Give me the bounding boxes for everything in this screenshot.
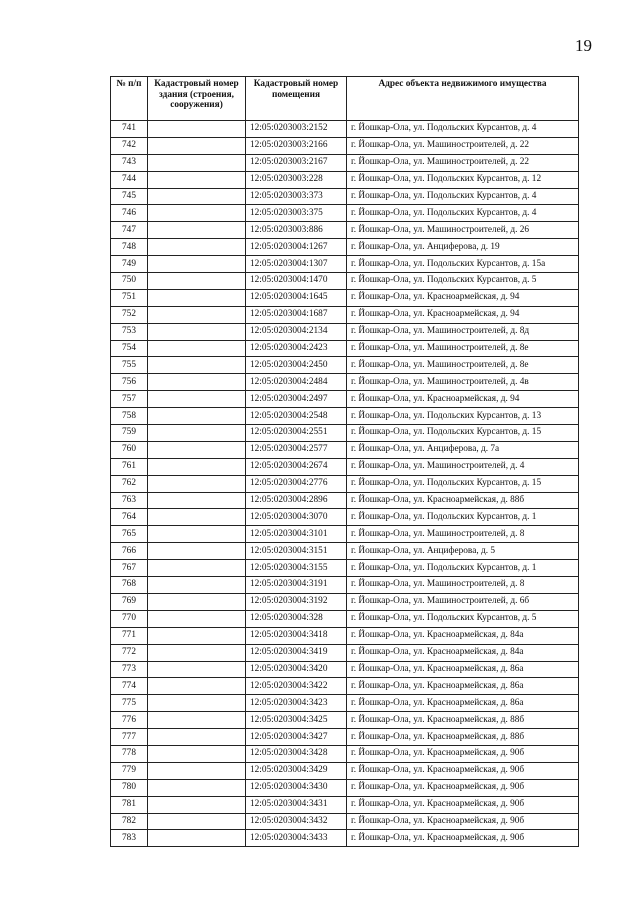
building-cadastral-cell [148, 458, 246, 475]
room-cadastral-cell: 12:05:0203004:3423 [246, 695, 347, 712]
address-cell: г. Йошкар-Ола, ул. Красноармейская, д. 84а [347, 644, 579, 661]
table-row [111, 137, 579, 154]
room-cadastral-cell: 12:05:0203004:1307 [246, 256, 347, 273]
table-row [111, 374, 579, 391]
address-cell: г. Йошкар-Ола, ул. Красноармейская, д. 90б [347, 796, 579, 813]
room-cadastral-cell: 12:05:0203004:3429 [246, 762, 347, 779]
row-number-cell: 770 [111, 610, 148, 627]
row-number-cell: 744 [111, 171, 148, 188]
table-row [111, 813, 579, 830]
header-address: Адрес объекта недвижимого имущества [347, 77, 579, 121]
table-row [111, 678, 579, 695]
building-cadastral-cell [148, 543, 246, 560]
table-header [111, 77, 579, 121]
table-row [111, 357, 579, 374]
room-cadastral-cell: 12:05:0203004:3070 [246, 509, 347, 526]
building-cadastral-cell [148, 154, 246, 171]
table-row [111, 239, 579, 256]
room-cadastral-cell: 12:05:0203004:2577 [246, 441, 347, 458]
room-cadastral-cell: 12:05:0203004:3428 [246, 745, 347, 762]
room-cadastral-cell: 12:05:0203004:2896 [246, 492, 347, 509]
room-cadastral-cell: 12:05:0203004:3419 [246, 644, 347, 661]
building-cadastral-cell [148, 779, 246, 796]
building-cadastral-cell [148, 661, 246, 678]
building-cadastral-cell [148, 391, 246, 408]
building-cadastral-cell [148, 171, 246, 188]
address-cell: г. Йошкар-Ола, ул. Подольских Курсантов, д. 4 [347, 205, 579, 222]
table-row [111, 154, 579, 171]
row-number-cell: 765 [111, 526, 148, 543]
room-cadastral-cell: 12:05:0203004:1687 [246, 306, 347, 323]
row-number-cell: 757 [111, 391, 148, 408]
building-cadastral-cell [148, 273, 246, 290]
table-row [111, 205, 579, 222]
row-number-cell: 753 [111, 323, 148, 340]
row-number-cell: 763 [111, 492, 148, 509]
room-cadastral-cell: 12:05:0203004:1645 [246, 289, 347, 306]
building-cadastral-cell [148, 830, 246, 847]
address-cell: г. Йошкар-Ола, ул. Красноармейская, д. 90б [347, 813, 579, 830]
row-number-cell: 751 [111, 289, 148, 306]
row-number-cell: 756 [111, 374, 148, 391]
address-cell: г. Йошкар-Ола, ул. Красноармейская, д. 94 [347, 289, 579, 306]
building-cadastral-cell [148, 323, 246, 340]
room-cadastral-cell: 12:05:0203004:2497 [246, 391, 347, 408]
address-cell: г. Йошкар-Ола, ул. Красноармейская, д. 90б [347, 745, 579, 762]
building-cadastral-cell [148, 593, 246, 610]
row-number-cell: 755 [111, 357, 148, 374]
address-cell: г. Йошкар-Ола, ул. Подольских Курсантов, д. 15 [347, 425, 579, 442]
address-cell: г. Йошкар-Ола, ул. Машиностроителей, д. 22 [347, 154, 579, 171]
table-row [111, 475, 579, 492]
row-number-cell: 752 [111, 306, 148, 323]
table-row [111, 526, 579, 543]
building-cadastral-cell [148, 678, 246, 695]
table-row [111, 779, 579, 796]
building-cadastral-cell [148, 813, 246, 830]
row-number-cell: 761 [111, 458, 148, 475]
building-cadastral-cell [148, 374, 246, 391]
room-cadastral-cell: 12:05:0203004:3192 [246, 593, 347, 610]
room-cadastral-cell: 12:05:0203004:3101 [246, 526, 347, 543]
building-cadastral-cell [148, 408, 246, 425]
table-row [111, 627, 579, 644]
table-row [111, 762, 579, 779]
address-cell: г. Йошкар-Ола, ул. Машиностроителей, д. 4 [347, 458, 579, 475]
row-number-cell: 769 [111, 593, 148, 610]
page-number: 19 [575, 36, 592, 55]
address-cell: г. Йошкар-Ола, ул. Красноармейская, д. 86а [347, 695, 579, 712]
header-building-cadastral: Кадастровый номер здания (строения, сооружения) [148, 77, 246, 121]
table-row [111, 729, 579, 746]
row-number-cell: 746 [111, 205, 148, 222]
table-row [111, 577, 579, 594]
building-cadastral-cell [148, 441, 246, 458]
address-cell: г. Йошкар-Ола, ул. Подольских Курсантов, д. 12 [347, 171, 579, 188]
address-cell: г. Йошкар-Ола, ул. Красноармейская, д. 88б [347, 712, 579, 729]
row-number-cell: 747 [111, 222, 148, 239]
building-cadastral-cell [148, 205, 246, 222]
table-row [111, 171, 579, 188]
building-cadastral-cell [148, 509, 246, 526]
address-cell: г. Йошкар-Ола, ул. Машиностроителей, д. 8е [347, 357, 579, 374]
row-number-cell: 771 [111, 627, 148, 644]
building-cadastral-cell [148, 239, 246, 256]
building-cadastral-cell [148, 357, 246, 374]
room-cadastral-cell: 12:05:0203004:2551 [246, 425, 347, 442]
address-cell: г. Йошкар-Ола, ул. Машиностроителей, д. 22 [347, 137, 579, 154]
room-cadastral-cell: 12:05:0203004:3191 [246, 577, 347, 594]
row-number-cell: 743 [111, 154, 148, 171]
table-row [111, 323, 579, 340]
address-cell: г. Йошкар-Ола, ул. Красноармейская, д. 86а [347, 678, 579, 695]
table-row [111, 492, 579, 509]
address-cell: г. Йошкар-Ола, ул. Красноармейская, д. 88б [347, 729, 579, 746]
building-cadastral-cell [148, 289, 246, 306]
address-cell: г. Йошкар-Ола, ул. Машиностроителей, д. 8д [347, 323, 579, 340]
registry-table [110, 76, 579, 847]
row-number-cell: 773 [111, 661, 148, 678]
row-number-cell: 749 [111, 256, 148, 273]
table-row [111, 458, 579, 475]
room-cadastral-cell: 12:05:0203003:228 [246, 171, 347, 188]
table-row [111, 425, 579, 442]
address-cell: г. Йошкар-Ола, ул. Красноармейская, д. 84а [347, 627, 579, 644]
building-cadastral-cell [148, 712, 246, 729]
row-number-cell: 775 [111, 695, 148, 712]
building-cadastral-cell [148, 188, 246, 205]
row-number-cell: 772 [111, 644, 148, 661]
building-cadastral-cell [148, 526, 246, 543]
building-cadastral-cell [148, 610, 246, 627]
room-cadastral-cell: 12:05:0203004:3433 [246, 830, 347, 847]
row-number-cell: 750 [111, 273, 148, 290]
room-cadastral-cell: 12:05:0203004:2484 [246, 374, 347, 391]
address-cell: г. Йошкар-Ола, ул. Анциферова, д. 7а [347, 441, 579, 458]
building-cadastral-cell [148, 425, 246, 442]
building-cadastral-cell [148, 256, 246, 273]
row-number-cell: 780 [111, 779, 148, 796]
room-cadastral-cell: 12:05:0203004:3430 [246, 779, 347, 796]
address-cell: г. Йошкар-Ола, ул. Подольских Курсантов, д. 13 [347, 408, 579, 425]
table-row [111, 593, 579, 610]
row-number-cell: 754 [111, 340, 148, 357]
row-number-cell: 779 [111, 762, 148, 779]
table-row [111, 273, 579, 290]
room-cadastral-cell: 12:05:0203004:2450 [246, 357, 347, 374]
room-cadastral-cell: 12:05:0203004:3425 [246, 712, 347, 729]
room-cadastral-cell: 12:05:0203003:886 [246, 222, 347, 239]
table-row [111, 340, 579, 357]
table-row [111, 661, 579, 678]
address-cell: г. Йошкар-Ола, ул. Машиностроителей, д. 8 [347, 526, 579, 543]
row-number-cell: 766 [111, 543, 148, 560]
building-cadastral-cell [148, 644, 246, 661]
row-number-cell: 768 [111, 577, 148, 594]
room-cadastral-cell: 12:05:0203004:3155 [246, 560, 347, 577]
building-cadastral-cell [148, 306, 246, 323]
building-cadastral-cell [148, 340, 246, 357]
room-cadastral-cell: 12:05:0203004:1267 [246, 239, 347, 256]
room-cadastral-cell: 12:05:0203003:2152 [246, 121, 347, 138]
row-number-cell: 762 [111, 475, 148, 492]
room-cadastral-cell: 12:05:0203003:375 [246, 205, 347, 222]
table-row [111, 408, 579, 425]
address-cell: г. Йошкар-Ола, ул. Машиностроителей, д. 8 [347, 577, 579, 594]
room-cadastral-cell: 12:05:0203004:3420 [246, 661, 347, 678]
row-number-cell: 759 [111, 425, 148, 442]
address-cell: г. Йошкар-Ола, ул. Машиностроителей, д. 4в [347, 374, 579, 391]
building-cadastral-cell [148, 492, 246, 509]
table-row [111, 796, 579, 813]
address-cell: г. Йошкар-Ола, ул. Красноармейская, д. 90б [347, 779, 579, 796]
address-cell: г. Йошкар-Ола, ул. Красноармейская, д. 90б [347, 762, 579, 779]
table-row [111, 543, 579, 560]
address-cell: г. Йошкар-Ола, ул. Машиностроителей, д. 26 [347, 222, 579, 239]
building-cadastral-cell [148, 577, 246, 594]
table-row [111, 289, 579, 306]
table-row [111, 441, 579, 458]
room-cadastral-cell: 12:05:0203004:3151 [246, 543, 347, 560]
building-cadastral-cell [148, 695, 246, 712]
address-cell: г. Йошкар-Ола, ул. Подольских Курсантов, д. 1 [347, 560, 579, 577]
address-cell: г. Йошкар-Ола, ул. Красноармейская, д. 94 [347, 306, 579, 323]
row-number-cell: 760 [111, 441, 148, 458]
table-row [111, 745, 579, 762]
room-cadastral-cell: 12:05:0203004:2423 [246, 340, 347, 357]
address-cell: г. Йошкар-Ола, ул. Подольских Курсантов, д. 15а [347, 256, 579, 273]
room-cadastral-cell: 12:05:0203004:2548 [246, 408, 347, 425]
header-row-number: № п/п [111, 77, 148, 121]
room-cadastral-cell: 12:05:0203004:3422 [246, 678, 347, 695]
room-cadastral-cell: 12:05:0203004:3418 [246, 627, 347, 644]
row-number-cell: 745 [111, 188, 148, 205]
room-cadastral-cell: 12:05:0203003:2166 [246, 137, 347, 154]
address-cell: г. Йошкар-Ола, ул. Подольских Курсантов, д. 15 [347, 475, 579, 492]
building-cadastral-cell [148, 745, 246, 762]
row-number-cell: 777 [111, 729, 148, 746]
table-row [111, 712, 579, 729]
address-cell: г. Йошкар-Ола, ул. Подольских Курсантов, д. 4 [347, 121, 579, 138]
table-row [111, 391, 579, 408]
building-cadastral-cell [148, 627, 246, 644]
header-room-cadastral: Кадастровый номер помещения [246, 77, 347, 121]
row-number-cell: 741 [111, 121, 148, 138]
row-number-cell: 781 [111, 796, 148, 813]
row-number-cell: 778 [111, 745, 148, 762]
table-row [111, 560, 579, 577]
room-cadastral-cell: 12:05:0203003:2167 [246, 154, 347, 171]
building-cadastral-cell [148, 475, 246, 492]
address-cell: г. Йошкар-Ола, ул. Красноармейская, д. 94 [347, 391, 579, 408]
row-number-cell: 742 [111, 137, 148, 154]
table-row [111, 256, 579, 273]
table-row [111, 509, 579, 526]
row-number-cell: 782 [111, 813, 148, 830]
address-cell: г. Йошкар-Ола, ул. Красноармейская, д. 86а [347, 661, 579, 678]
address-cell: г. Йошкар-Ола, ул. Подольских Курсантов, д. 5 [347, 610, 579, 627]
building-cadastral-cell [148, 222, 246, 239]
table-row [111, 306, 579, 323]
table-row [111, 121, 579, 138]
room-cadastral-cell: 12:05:0203004:2134 [246, 323, 347, 340]
address-cell: г. Йошкар-Ола, ул. Машиностроителей, д. 8е [347, 340, 579, 357]
row-number-cell: 774 [111, 678, 148, 695]
table-row [111, 610, 579, 627]
address-cell: г. Йошкар-Ола, ул. Красноармейская, д. 88б [347, 492, 579, 509]
address-cell: г. Йошкар-Ола, ул. Анциферова, д. 5 [347, 543, 579, 560]
table-body [111, 121, 579, 847]
row-number-cell: 767 [111, 560, 148, 577]
room-cadastral-cell: 12:05:0203004:3431 [246, 796, 347, 813]
room-cadastral-cell: 12:05:0203004:328 [246, 610, 347, 627]
table-row [111, 830, 579, 847]
building-cadastral-cell [148, 121, 246, 138]
building-cadastral-cell [148, 729, 246, 746]
address-cell: г. Йошкар-Ола, ул. Машиностроителей, д. 6б [347, 593, 579, 610]
table-row [111, 222, 579, 239]
address-cell: г. Йошкар-Ола, ул. Подольских Курсантов, д. 1 [347, 509, 579, 526]
row-number-cell: 764 [111, 509, 148, 526]
row-number-cell: 758 [111, 408, 148, 425]
address-cell: г. Йошкар-Ола, ул. Красноармейская, д. 90б [347, 830, 579, 847]
row-number-cell: 748 [111, 239, 148, 256]
row-number-cell: 783 [111, 830, 148, 847]
row-number-cell: 776 [111, 712, 148, 729]
room-cadastral-cell: 12:05:0203004:2674 [246, 458, 347, 475]
room-cadastral-cell: 12:05:0203003:373 [246, 188, 347, 205]
room-cadastral-cell: 12:05:0203004:1470 [246, 273, 347, 290]
table-row [111, 188, 579, 205]
address-cell: г. Йошкар-Ола, ул. Подольских Курсантов, д. 4 [347, 188, 579, 205]
address-cell: г. Йошкар-Ола, ул. Подольских Курсантов, д. 5 [347, 273, 579, 290]
header-row [111, 77, 579, 121]
building-cadastral-cell [148, 137, 246, 154]
building-cadastral-cell [148, 762, 246, 779]
room-cadastral-cell: 12:05:0203004:2776 [246, 475, 347, 492]
building-cadastral-cell [148, 796, 246, 813]
building-cadastral-cell [148, 560, 246, 577]
table-row [111, 644, 579, 661]
table-row [111, 695, 579, 712]
room-cadastral-cell: 12:05:0203004:3432 [246, 813, 347, 830]
room-cadastral-cell: 12:05:0203004:3427 [246, 729, 347, 746]
address-cell: г. Йошкар-Ола, ул. Анциферова, д. 19 [347, 239, 579, 256]
